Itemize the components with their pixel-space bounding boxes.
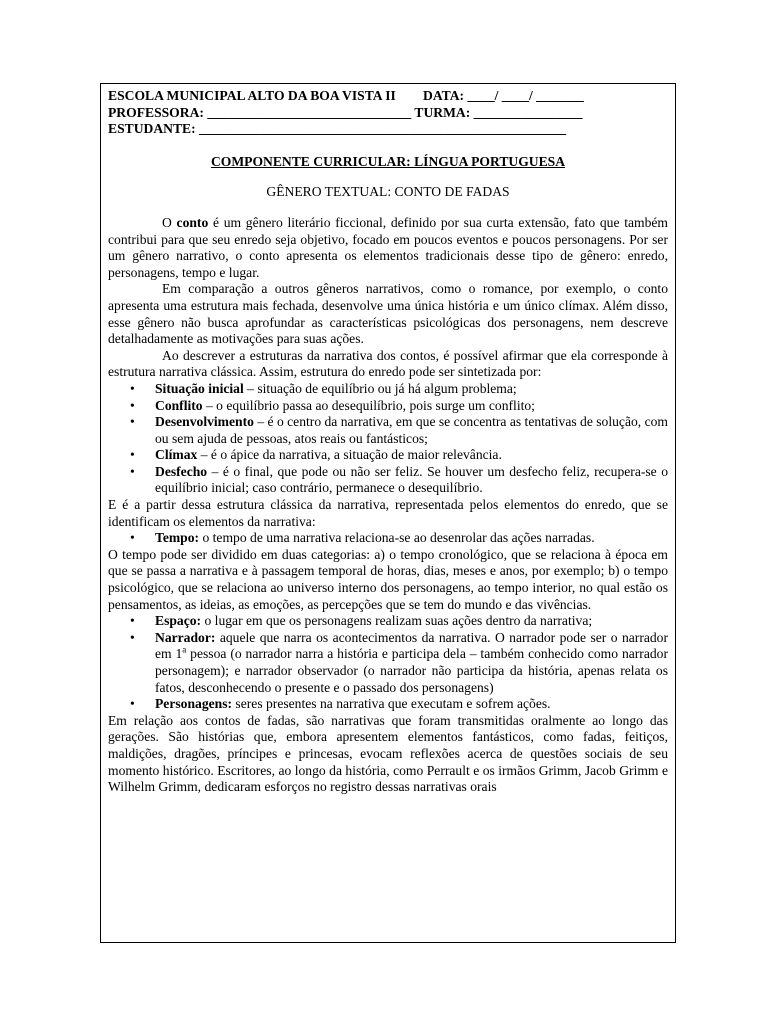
paragraph-time-categories: O tempo pode ser dividido em duas categorias: a) o tempo cronológico, que se relaciona à época em que se passa a narrativa e à passagem temporal de horas, dias, meses e anos, por exemplo; b) o tempo psicológico, que se relaciona ao universo interno dos personagens, ao tempo interior, no qual estão os pensamentos, as ideias, as emoções, as percepções que se tem do mundo e das vivências. bbox=[108, 546, 668, 612]
worksheet-frame bbox=[100, 83, 676, 943]
date-field: DATA: ____/ ____/ _______ bbox=[423, 88, 584, 103]
elements-list bbox=[108, 613, 668, 713]
term-conto: conto bbox=[176, 214, 209, 230]
list-item: • Clímax – é o ápice da narrativa, a situação de maior relevância. bbox=[130, 447, 502, 463]
elements-list-tempo bbox=[108, 530, 668, 547]
bullet-icon: • bbox=[130, 397, 135, 413]
list-item: • Desenvolvimento – é o centro da narrativa, em que se concentra as tentativas de solução, com ou sem ajuda de pessoas, atos reais ou fantásticos; bbox=[130, 414, 668, 446]
header-line-teacher-class: PROFESSORA: ______________________________ TURMA: ________________ bbox=[108, 104, 583, 120]
header-line-school-date bbox=[108, 88, 668, 105]
paragraph-fairy-tales: Em relação aos contos de fadas, são narrativas que foram transmitidas oralmente ao longo das gerações. São histórias que, embora apresentem elementos fantásticos, como fadas, feitiços, maldições, dragões, príncipes e princesas, evocam reflexões acerca de questões sociais de seu momento histórico. Escritores, ao longo da história, como Perrault e os irmãos Grimm, Jacob Grimm e Wilhelm Grimm, dedicaram esforços no registro dessas narrativas orais bbox=[108, 712, 668, 795]
document-body bbox=[108, 215, 668, 796]
bullet-icon: • bbox=[130, 629, 135, 645]
bullet-icon: • bbox=[130, 463, 135, 479]
list-item: • Personagens: seres presentes na narrativa que executam e sofrem ações. bbox=[130, 696, 551, 712]
bullet-icon: • bbox=[130, 380, 135, 396]
list-item: • Desfecho – é o final, que pode ou não ser feliz. Se houver um desfecho feliz, recupera-se o equilíbrio inicial; caso contrário, permanece o desequilíbrio. bbox=[130, 463, 668, 496]
paragraph-intro: O conto é um gênero literário ficcional, definido por sua curta extensão, fato que também contribui para que seu enredo seja objetivo, focado em poucos eventos e poucos personagens. Por ser um gênero narrativo, o conto apresenta os elementos tradicionais desse tipo de gênero: enredo, personagens, tempo e lugar. bbox=[108, 214, 668, 280]
list-item: • Espaço: o lugar em que os personagens realizam suas ações dentro da narrativa; bbox=[130, 613, 593, 629]
bullet-icon: • bbox=[130, 414, 135, 430]
textual-genre-title: GÊNERO TEXTUAL: CONTO DE FADAS bbox=[266, 184, 510, 200]
list-item: • Situação inicial – situação de equilíbrio ou já há algum problema; bbox=[130, 380, 517, 396]
curricular-component-title: COMPONENTE CURRICULAR: LÍNGUA PORTUGUESA bbox=[210, 153, 566, 169]
bullet-icon: • bbox=[130, 447, 135, 463]
paragraph-elements-intro: E é a partir dessa estrutura clássica da narrativa, representada pelos elementos do enredo, que se identificam os elementos da narrativa: bbox=[108, 497, 668, 529]
header-line-student: ESTUDANTE: ______________________________________________________ bbox=[108, 121, 567, 137]
bullet-icon: • bbox=[130, 530, 135, 546]
list-item: • Tempo: o tempo de uma narrativa relaciona-se ao desenrolar das ações narradas. bbox=[130, 530, 595, 546]
bullet-icon: • bbox=[130, 613, 135, 629]
list-item: • Conflito – o equilíbrio passa ao desequilíbrio, pois surge um conflito; bbox=[130, 397, 535, 413]
paragraph-comparison: Em comparação a outros gêneros narrativos, como o romance, por exemplo, o conto apresenta uma estrutura mais fechada, desenvolve uma única história e um único clímax. Além disso, esse gênero não busca aprofundar as características psicológicas dos personagens, nem descreve detalhadamente as motivações para suas ações. bbox=[108, 281, 668, 347]
paragraph-structure-intro: Ao descrever a estruturas da narrativa dos contos, é possível afirmar que ela corresponde à estrutura narrativa clássica. Assim, estrutura do enredo pode ser sintetizada por: bbox=[108, 347, 668, 380]
list-item: • Narrador: aquele que narra os acontecimentos da narrativa. O narrador pode ser o narrador em 1$^a$ pessoa (o narrador narra a história e participa dela – também conhecido como narrador personagem); e narrador observador (o narrador não participa da história, apenas relata os fatos, desconhecendo o presente e o passado dos personagens) bbox=[130, 629, 668, 695]
structure-list bbox=[108, 381, 668, 497]
school-name: ESCOLA MUNICIPAL ALTO DA BOA VISTA II bbox=[108, 88, 396, 103]
bullet-icon: • bbox=[130, 696, 135, 712]
